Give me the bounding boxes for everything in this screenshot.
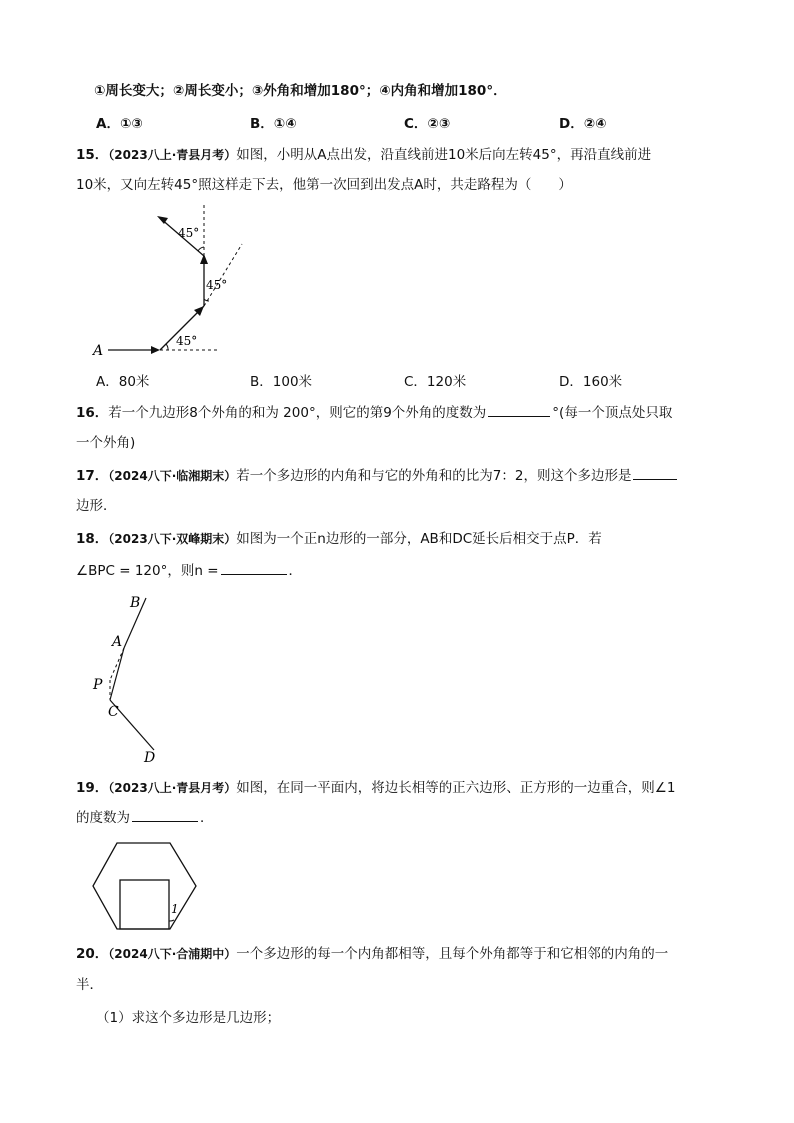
q18-text1: 如图为一个正n边形的一部分，AB和DC延长后相交于点P．若 (236, 531, 602, 547)
q19-figure (90, 840, 202, 932)
q20-source: （2024八下·合浦期中） (108, 947, 237, 961)
q14-statements: ①周长变大；②周长变小；③外角和增加180°；④内角和增加180°． (94, 83, 507, 99)
q17-stem-line2: 边形． (76, 498, 117, 514)
q14-option-c[interactable]: C．②③ (404, 116, 451, 132)
q15-angle-label-3: 45° (178, 226, 200, 240)
q18-stem-line2 (76, 560, 302, 582)
q19-source: （2023八上·青县月考） (108, 781, 237, 795)
q18-text2-before: ∠BPC = 120°，则n = (76, 563, 219, 579)
q15-label-a: A (93, 343, 104, 359)
q15-stem-line1 (76, 144, 651, 166)
q18-label-a: A (112, 634, 123, 650)
q15-figure (90, 200, 260, 370)
q19-stem-line1 (76, 777, 675, 799)
q15-option-a[interactable]: A．80米 (96, 374, 150, 390)
q16-text-before: 若一个九边形8个外角的和为 200°，则它的第9个外角的度数为 (108, 405, 487, 421)
q14-option-a[interactable]: A．①③ (96, 116, 143, 132)
q19-number: 19． (76, 780, 109, 796)
q18-number: 18． (76, 531, 109, 547)
q15-options (96, 371, 736, 393)
q17-text: 若一个多边形的内角和与它的外角和的比为7：2，则这个多边形是 (236, 468, 632, 484)
q18-label-b: B (130, 595, 141, 611)
q15-angle-arc-3 (198, 247, 204, 251)
q15-option-d[interactable]: D．160米 (559, 374, 623, 390)
q17-stem-line1 (76, 465, 679, 487)
q19-square (120, 880, 169, 929)
q18-answer-blank[interactable] (221, 560, 287, 575)
q20-stem-line2: 半． (76, 977, 103, 993)
q16-number: 16． (76, 405, 109, 421)
q18-segment-ac (110, 648, 124, 700)
q20-text1: 一个多边形的每一个内角都相等，且每个外角都等于和它相邻的内角的一 (236, 946, 669, 962)
q20-number: 20． (76, 946, 109, 962)
q14-options (96, 113, 736, 135)
q18-label-c: C (108, 704, 119, 720)
q14-option-d[interactable]: D．②④ (559, 116, 607, 132)
q18-source: （2023八下·双峰期末） (108, 532, 237, 546)
q15-angle-label-1: 45° (176, 334, 198, 348)
q17-source: （2024八下·临湘期末） (108, 469, 237, 483)
q15-angle-arc-1 (166, 344, 168, 350)
q14-option-b[interactable]: B．①④ (250, 116, 297, 132)
q19-text1: 如图，在同一平面内，将边长相等的正六边形、正方形的一边重合，则∠1 (236, 780, 676, 796)
q20-sub-question-1: （1）求这个多边形是几边形； (96, 1010, 281, 1026)
q15-option-b[interactable]: B．100米 (250, 374, 313, 390)
q19-stem-line2 (76, 807, 214, 829)
q18-figure (88, 590, 178, 770)
q15-source: （2023八上·青县月考） (108, 148, 237, 162)
q20-stem-line1 (76, 943, 668, 965)
q18-stem-line1 (76, 528, 602, 550)
q15-dashed-line-2 (204, 244, 242, 306)
q15-number: 15． (76, 147, 109, 163)
q16-stem-line1 (76, 402, 672, 424)
q19-angle-arc (169, 920, 174, 921)
q18-label-d: D (144, 750, 156, 766)
q15-option-c[interactable]: C．120米 (404, 374, 467, 390)
q16-answer-blank[interactable] (488, 402, 550, 417)
q19-answer-blank[interactable] (132, 807, 198, 822)
q15-text1: 如图，小明从A点出发，沿直线前进10米后向左转45°，再沿直线前进 (236, 147, 652, 163)
q16-stem-line2: 一个外角) (76, 435, 136, 451)
q15-stem-line2: 10米，又向左转45°照这样走下去，他第一次回到出发点A时，共走路程为（ ） (76, 177, 572, 193)
q17-answer-blank[interactable] (633, 465, 677, 480)
q16-text-after: °(每一个顶点处只取 (552, 405, 673, 421)
q15-arrowhead-1 (151, 346, 160, 354)
q15-angle-label-2: 45° (206, 278, 228, 292)
q19-hexagon (93, 843, 196, 929)
q18-text2-after: ． (288, 563, 303, 579)
q19-angle-label-1: 1 (171, 902, 179, 916)
q18-label-p: P (93, 677, 103, 693)
q17-number: 17． (76, 468, 109, 484)
q19-text2-after: ． (200, 810, 214, 826)
q19-text2-before: 的度数为 (76, 810, 130, 826)
